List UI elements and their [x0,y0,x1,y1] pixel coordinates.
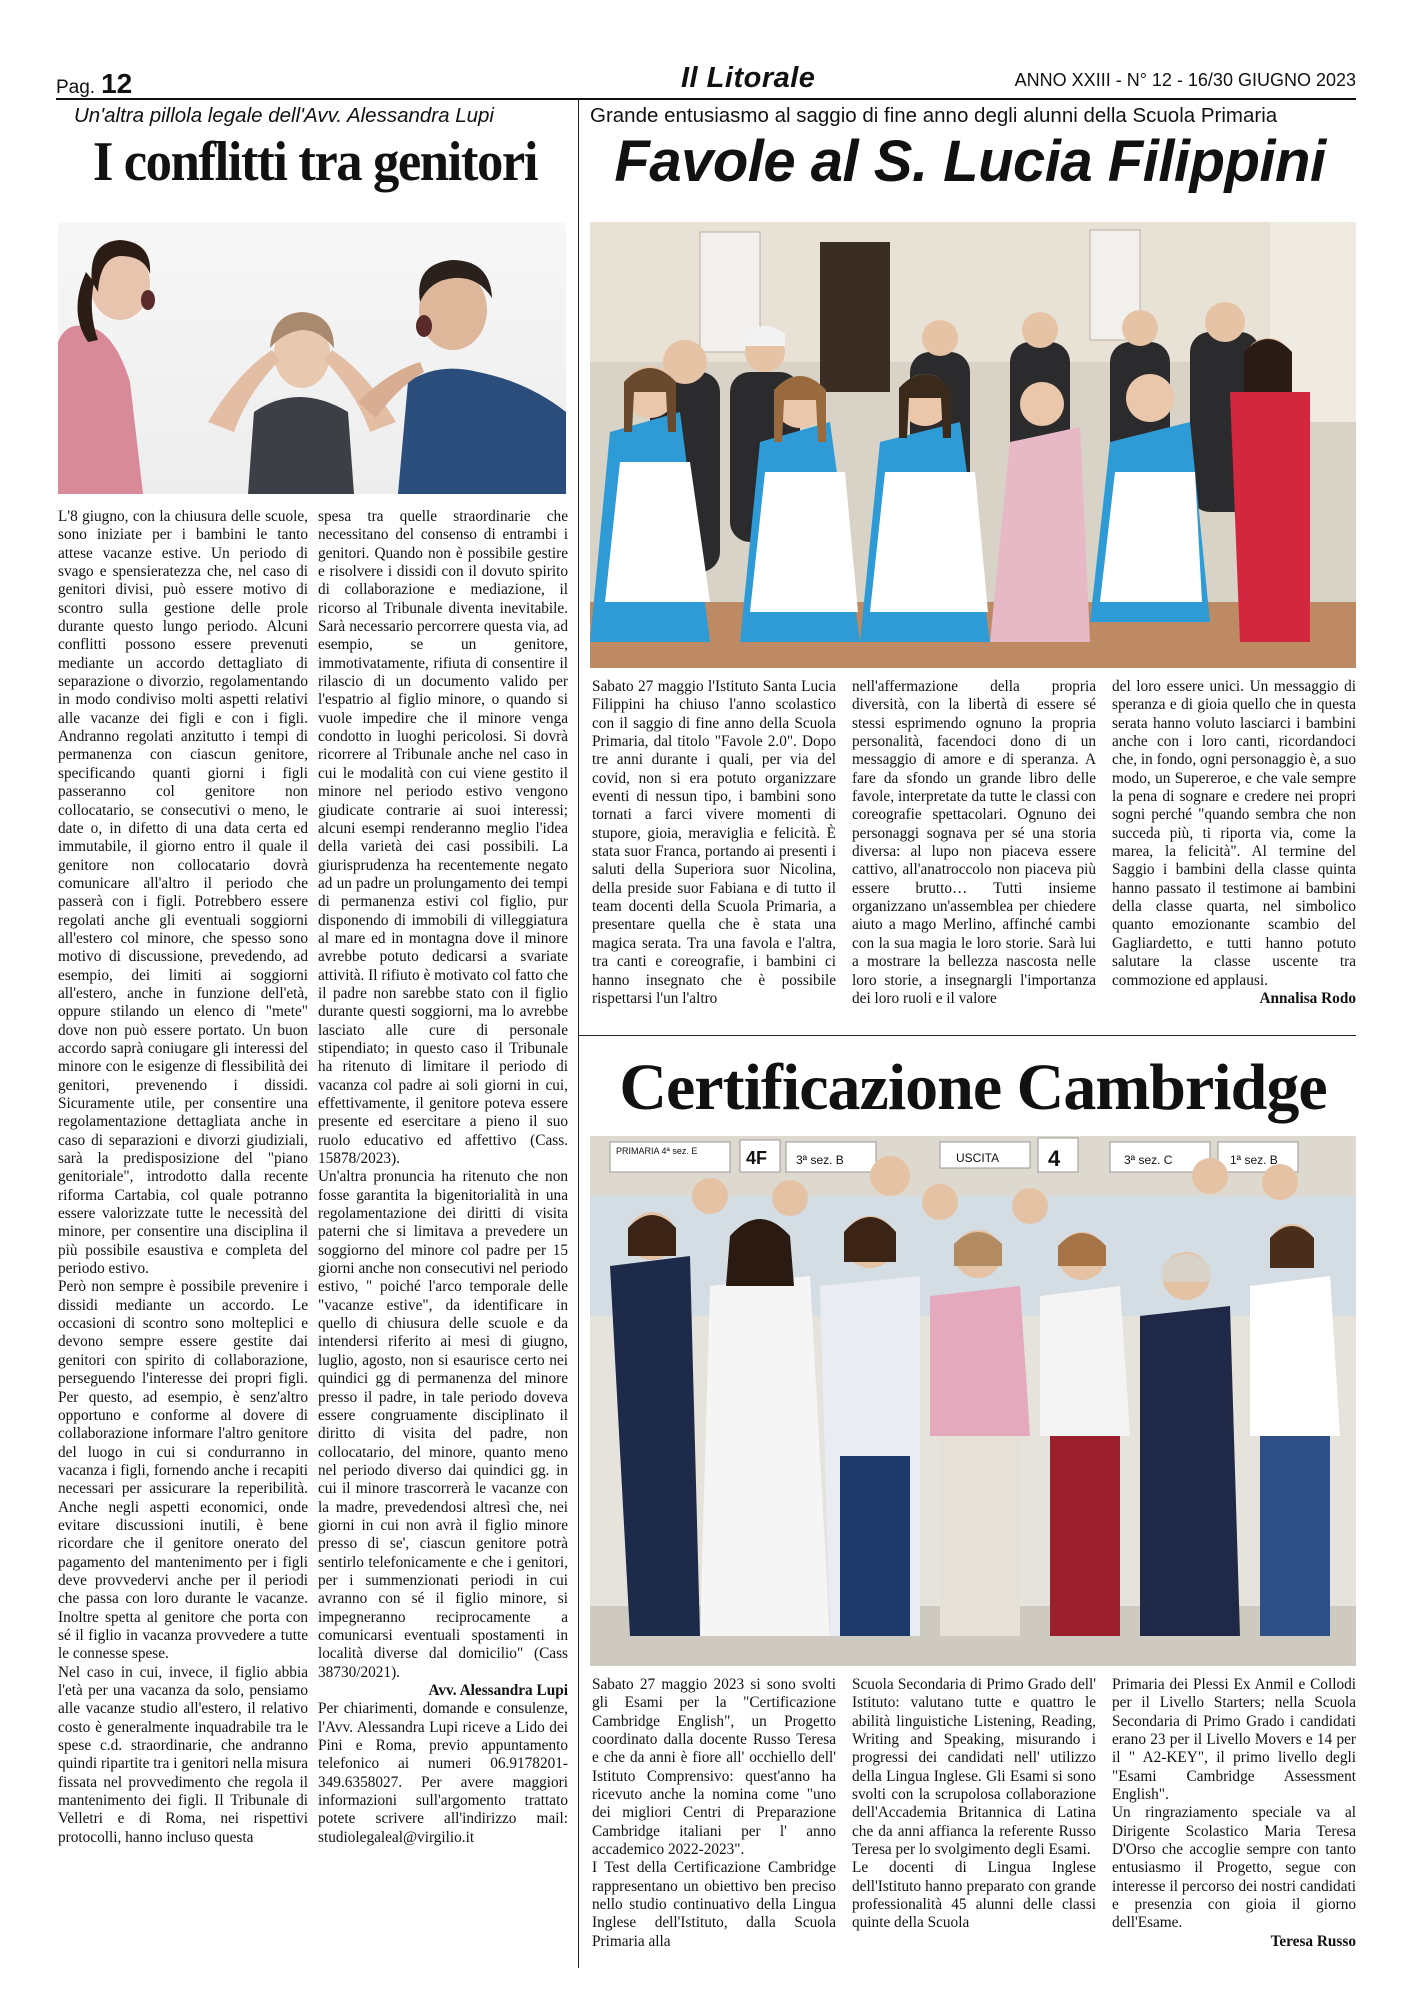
left-article-column-1 [58,508,308,1847]
cambridge-column-2 [852,1676,1096,1933]
cambridge-article-title: Certificazione Cambridge [619,1051,1327,1124]
left-article-title: I conflitti tra genitori [92,131,538,193]
school-children-costumes-photo [590,222,1356,668]
arguing-parents-photo [58,222,566,494]
paragraph: spesa tra quelle straordinarie che necessitano del consenso di entrambi i genitori. Quando non è possibile gestire e risolvere i dissidi con il dovuto spirito di collaborazione e mediazione, il ricorso al Tribunale diventa inevitabile. Sarà necessario percorrere questa via, ad esempio, se un genitore, immotivatamente, rifiuta di consentire il rilascio di un documento valido per l'espatrio al figlio minore, o quando si vuole impedire che il minore venga condotto in luoghi pericolosi. Si dovrà ricorrere al Tribunale anche nel caso in cui le modalità con cui viene gestito il minore nel periodo estivo vengono giudicate contrarie ai suoi interessi; alcuni esempi renderanno meglio l'idea della varietà dei casi possibili. La giurisprudenza ha recentemente negato ad un padre un prolungamento dei tempi di permanenza estivi col figlio, pur disponendo di immobili di villeggiatura al mare ed in montagna dove il minore avrebbe potuto dedicarsi a svariate attività. Il rifiuto è motivato col fatto che il padre non sarebbe stato con il figlio durante questi soggiorni, ma lo avrebbe lasciato alle cure di personale stipendiato; in questo caso il Tribunale ha ritenuto di limitare il periodo di vacanza col padre ai soli giorni in cui, effettivamente, il genitore poteva essere presente ed esercitare a pieno il suo ruolo educativo ed affettivo (Cass. 15878/2023). [318,508,568,1168]
paragraph: Sabato 27 maggio 2023 si sono svolti gli Esami per la "Certificazione Cambridge English", un Progetto coordinato dalla docente Russo Teresa e che da anni è fiore all' occhiello dell' Istituto Comprensivo: quest'anno ha ricevuto anche la nomina come "uno dei migliori Centri di Preparazione Cambridge italiani per l' anno accademico 2022-2023". [592,1676,836,1859]
paragraph: Un'altra pronuncia ha ritenuto che non fosse garantita la bigenitorialità in una regolamentazione dei diritti di visita paterni che si limitava a prevedere un soggiorno del minore col padre per 15 giorni anche non consecutivi nel periodo estivo, " poiché l'arco temporale delle "vacanze estive", da identificare in quello di chiusura delle scuole e da intendersi riferito ai mesi di giugno, luglio, agosto, non si esaurisce certo nei quindici gg di permanenza del minore presso il padre, in tale periodo doveva essere congruamente disciplinato il diritto di visita del padre, non collocatario, del minore, quanto meno nel periodo diverso dai quindici gg. in cui il minore trascorrerà le vacanze con la madre, prevedendosi altresì che, nei giorni in cui non avrà il figlio minore presso di se', ciascun genitore potrà sentirlo telefonicamente e che i genitori, per i summenzionati periodi in cui avranno con sé il figlio minore, si impegneranno reciprocamente a comunicarsi eventuali spostamenti in località diverse dal domicilio" (Cass 38730/2021). [318,1168,568,1681]
paragraph: I Test della Certificazione Cambridge rappresentano un obiettivo ben preciso nello studio continuativo della Lingua Inglese dell'Istituto, dalla Scuola Primaria alla [592,1859,836,1950]
sign-text: USCITA [956,1151,1000,1165]
cambridge-column-1 [592,1676,836,1951]
right-article-column-3 [1112,678,1356,1008]
newspaper-brand: Il Litorale [681,62,816,94]
top-rule [56,98,1356,100]
paragraph: L'8 giugno, con la chiusura delle scuole, sono iniziate per i bambini le tanto attese vacanze estive. Un periodo di svago e spensieratezza che, nel caso di genitori divisi, può essere motivo di scontro sulla gestione delle prole durante questo lungo periodo. Alcuni conflitti possono essere prevenuti mediante un accordo dettagliato di separazione o divorzio, regolamentando in modo condiviso molti aspetti relativi alle vacanze dei figli e con i figli. Andranno regolati anzitutto i tempi di permanenza con ciascun genitore, specificando quanti giorni i figli passeranno col genitore non collocatario, se consecutivi o meno, le date o, in difetto di una data certa ed immutabile, il giorno entro il quale il genitore non collocatario dovrà comunicare all'altro il periodo che passerà con i figli. Potrebbero essere regolati anche gli eventuali soggiorni all'estero col minore, che spesso sono motivo di discussione, prevedendo, ad esempio, dei limiti ai soggiorni all'estero, anche in funzione dell'età, oppure stilando un elenco di "mete" dove non può essere portato. Un buon accordo saprà coniugare gli interessi del minore con le esigenze di flessibilità dei genitori, prevenendo i dissidi. Sicuramente utile, per consentire una regolamentazione dettagliata anche in caso di separazioni e divorzi giudiziali, sarà la predisposizione del "piano genitoriale", introdotto dalla recente riforma Cartabia, col quale potranno essere valorizzate tutte le necessità del minore, per consentire una disciplina il più possibile esaustiva e completa del periodo estivo. [58,508,308,1278]
contact-info: Per chiarimenti, domande e consulenze, l'Avv. Alessandra Lupi riceve a Lido dei Pini e Roma, previo appuntamento telefonico ai numeri 06.9178201-349.6358027. Per avere maggiori informazioni sull'argomento trattato potete scrivere all'indirizzo mail: studiolegaleal@virgilio.it [318,1700,568,1846]
sign-text: PRIMARIA 4ª sez. E [616,1146,698,1156]
page-number: 12 [101,68,133,99]
right-article-column-2: nell'affermazione della propria diversità, con la libertà di essere sé stessi esprimendo ognuno la propria personalità, facendoci dono di un messaggio di amore e di speranza. A fare da sfondo un grande libro delle favole, interpretate da tutte le classi con coreografie spettacolari. Ognuno dei personaggi sognava per sé una storia diversa: al lupo non piaceva essere cattivo, all'anatroccolo non piaceva più essere brutto… Tutti insieme organizzano un'assemblea per chiedere aiuto a mago Merlino, affinché cambi con la sua magia le loro storie. Sarà lui a mostrare la bellezza nascosta nelle loro storie, a insegnargli l'importanza dei loro ruoli e il valore [852,678,1096,1007]
right-article-signature: Annalisa Rodo [1259,989,1356,1007]
paragraph: Però non sempre è possibile prevenire i dissidi mediante un accordo. Le occasioni di scontro sono molteplici e devono sempre essere gestite dai genitori con spirito di collaborazione, perseguendo l'interesse dei propri figli. Per questo, ad esempio, è senz'altro opportuno e conforme al dovere di collaborazione informare l'altro genitore del luogo in cui si condurranno in vacanza i figli, fornendo anche i recapiti necessari per assicurare la reperibilità. Anche negli aspetti economici, onde evitare discussioni inutili, è bene ricordare che il genitore onerato del pagamento del mantenimento per i figli deve provvedervi anche per il periodi che passa con loro durante le vacanze. Inoltre spetta al genitore che porta con sé il figlio in vacanza provvedere a tutte le connesse spese. [58,1278,308,1663]
right-article-column-1: Sabato 27 maggio l'Istituto Santa Lucia Filippini ha chiuso l'anno scolastico con il saggio di fine anno della Scuola Primaria, dal titolo "Favole 2.0". Dopo tre anni durante i quali, per via del covid, non si era potuto organizzare eventi di nessun tipo, i bambini sono tornati a farci vivere momenti di stupore, gioia, meraviglia e felicità. È stata suor Franca, portando ai presenti i saluti della Superiora suor Nicolina, della preside suor Fabiana e di tutto il team docenti della Scuola Primaria, a presentare quella che è stata una magica serata. Tra una favola e l'altra, tra canti e coreografie, i bambini ci hanno insegnato che è possibile rispettarsi l'un l'altro [592,678,836,1007]
paragraph: Un ringraziamento speciale va al Dirigente Scolastico Maria Teresa D'Orso che accoglie sempre con tanto entusiasmo il Progetto, segue con interesse il percorso dei nostri candidati e presenzia con gioia il giorno dell'Esame. [1112,1804,1356,1932]
paragraph: Le docenti di Lingua Inglese dell'Istituto hanno preparato con grande professionalità 45 alunni delle classi quinte della Scuola [852,1859,1096,1932]
paragraph: del loro essere unici. Un messaggio di speranza e di gioia quello che in questa serata hanno voluto lasciarci i bambini anche con i loro canti, ricordandoci che, in fondo, ogni personaggio è, a suo modo, un Supereroe, e che vale sempre la pena di sognare e credere nei propri sogni perché "quando sembra che non succeda più, ti riporta via, come la marea, la felicità". Al termine del Saggio i bambini della classe quinta hanno passato il testimone ai bambini della classe quarta, nel simbolico quanto emozionante scambio del Gagliardetto, e tutti hanno potuto salutare la classe uscente tra commozione ed applausi. [1112,678,1356,989]
section-divider [578,1035,1356,1036]
paragraph: Nel caso in cui, invece, il figlio abbia l'età per una vacanza da solo, pensiamo alle vacanze studio all'estero, il relativo costo è generalmente inquadrabile tra le spese c.d. straordinarie, che andranno quindi ripartite tra i genitori nella misura fissata nel provvedimento che regola il mantenimento dei figli. Il Tribunale di Velletri e di Roma, nei rispettivi protocolli, hanno incluso questa [58,1663,308,1846]
sign-text: 1ª sez. B [1230,1153,1278,1167]
sign-text: 4F [746,1148,768,1168]
paragraph: Primaria dei Plessi Ex Anmil e Collodi per il Livello Starters; nella Scuola Secondaria di Primo Grado i candidati erano 23 per il Livello Movers e 14 per il " A2-KEY", il primo livello degli "Esami Cambridge Assessment English". [1112,1676,1356,1804]
cambridge-signature: Teresa Russo [1270,1932,1356,1950]
column-divider [578,98,579,1968]
left-article-kicker: Un'altra pillola legale dell'Avv. Alessandra Lupi [74,104,494,127]
left-article-signature: Avv. Alessandra Lupi [428,1682,568,1699]
teachers-group-photo [590,1136,1356,1666]
sign-text: 3ª sez. C [1124,1153,1173,1167]
cambridge-column-3 [1112,1676,1356,1951]
right-article-title: Favole al S. Lucia Filippini [614,129,1326,194]
right-article-kicker: Grande entusiasmo al saggio di fine anno degli alunni della Scuola Primaria [590,104,1278,127]
sign-text: 4 [1048,1146,1061,1171]
paragraph: Scuola Secondaria di Primo Grado dell' Istituto: valutano tutte e quattro le abilità linguistiche Listening, Reading, Writing and Speaking, misurando i progressi dei candidati nell' utilizzo della Lingua Inglese. Gli Esami si sono svolti con la scrupolosa collaborazione dell'Accademia Britannica di Latina che da anni affianca la referente Russo Teresa per lo svolgimento degli Esami. [852,1676,1096,1859]
masthead [56,60,1356,99]
left-article-column-2 [318,508,568,1847]
issue-info: ANNO XXIII - N° 12 - 16/30 GIUGNO 2023 [1014,70,1356,90]
page-label: Pag. 12 [56,68,133,99]
sign-text: 3ª sez. B [796,1153,844,1167]
